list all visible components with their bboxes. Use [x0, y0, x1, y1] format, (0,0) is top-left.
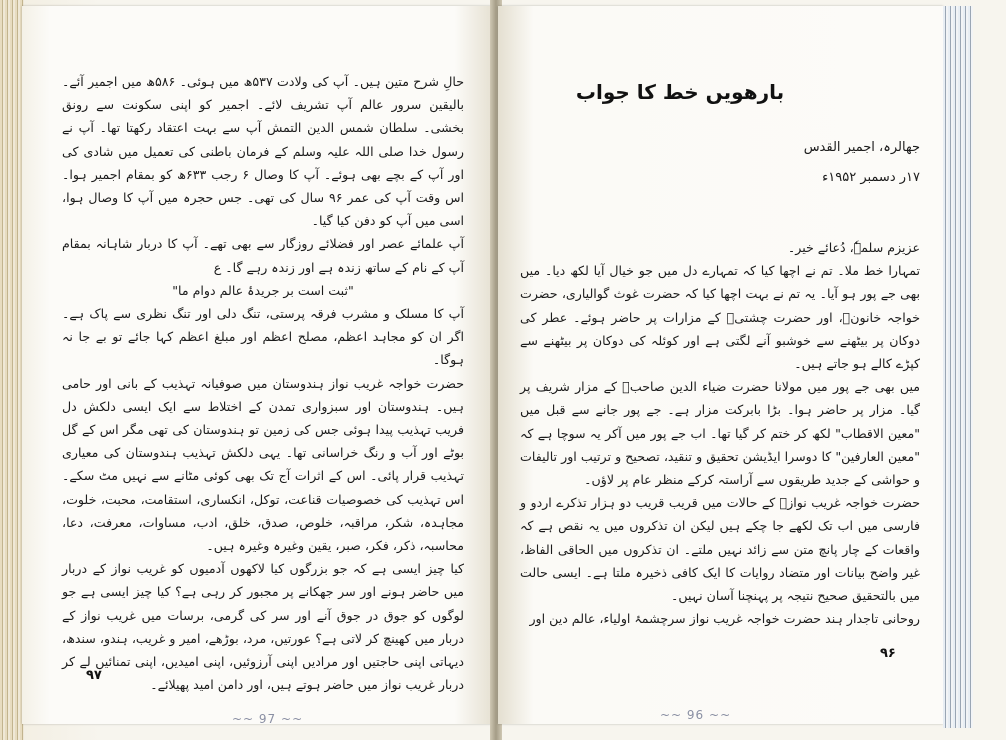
left-page-stamp: ~~ 97 ~~ — [232, 712, 304, 726]
right-page-number: ۹۶ — [880, 646, 896, 661]
left-page-number: ۹۷ — [86, 668, 102, 683]
left-verse: "ثبت است بر جریدۂ عالم دوام ما" — [172, 282, 354, 298]
right-page-body — [520, 236, 920, 630]
right-paragraph-2: میں بھی جے پور میں مولانا حضرت ضیاء الدین صاحبؒ کے مزار شریف پر گیا۔ مزار پر حاضر ہوا۔ بڑا بابرکت مزار ہے۔ جے پور جانے سے قبل میں "معین الاقطاب" لکھ کر ختم کر گیا تھا۔ اب جے پور میں آکر یہ سوچا ہے کہ "معین العارفین" کا دوسرا ایڈیشن تحقیق و تنقید، تصحیح و ترتیب اور تالیفات و حواشی کے جدید طریقوں سے آراستہ کرکے منظر عام پر لاؤں۔ — [520, 379, 920, 488]
right-paragraph-3: حضرت خواجہ غریب نوازؒ کے حالات میں قریب قریب دو ہزار تذکرے اردو و فارسی میں اب تک لکھے جا چکے ہیں لیکن ان تذکروں میں یہ نقص ہے کہ واقعات کے چار پانچ متن سے زائد نہیں ملتے۔ ان تذکروں میں الحاقی الفاظ، غیر واضح بیانات اور متضاد روایات کا ایک کافی ذخیرہ ملتا ہے۔ ایسی حالت میں بالتحقیق صحیح نتیجہ پر پہنچنا آسان نہیں۔ — [520, 495, 920, 604]
chapter-title: بارھویں خط کا جواب — [575, 80, 785, 104]
right-salutation: عزیزم سلمہٗ، دُعائے خیر۔ — [787, 240, 920, 255]
left-page-edges — [0, 0, 24, 740]
left-paragraph-3: آپ کا مسلک و مشرب فرقہ پرستی، تنگ دلی اور تنگ نظری سے پاک ہے۔ اگر ان کو مجاہد اعظم، مصلح اعظم اور مبلغ اعظم کہا جائے تو بے جا نہ ہوگا۔ — [62, 306, 464, 368]
left-paragraph-2: آپ علمائے عصر اور فضلائے روزگار سے بھی تھے۔ آپ کا دربار شاہانہ بمقام آپ کے نام کے ساتھ زندہ ہے اور زندہ رہے گا۔ ع — [62, 236, 464, 275]
right-paragraph-4: روحانی تاجدار ہند حضرت خواجہ غریب نواز سرچشمۂ اولیاء، عالم دین اور — [529, 611, 920, 627]
left-paragraph-1: حالِ شرح متین ہیں۔ آپ کی ولادت ۵۳۷ھ میں ہوئی۔ ۵۸۶ھ میں اجمیر آئے۔ بالیقین سرور عالم آپ تشریف لائے۔ اجمیر کو اپنی سکونت سے رونق بخشی۔ سلطان شمس الدین التمش آپ سے بہت اعتقاد رکھتا تھا۔ آپ نے رسول خدا صلی اللہ علیہ وسلم کے فرمان باطنی کی تعمیل میں شادی کی اور آپ کے بچے بھی ہوئے۔ آپ کا وصال ۶ رجب ۶۳۳ھ کو بمقام اجمیر ہوا۔ اس وقت آپ کی عمر ۹۶ سال کی تھی۔ جس حجرہ میں آپ کا وصال ہوا، اسی میں آپ کو دفن کیا گیا۔ — [62, 74, 465, 229]
letter-date: ۱۷ر دسمبر ۱۹۵۲ء — [822, 170, 920, 185]
left-paragraph-5: کیا چیز ایسی ہے کہ جو بزرگوں کیا لاکھوں آدمیوں کو غریب نواز کے دربار میں حاضر ہونے اور سر جھکانے پر مجبور کر رہی ہے؟ کیا چیز ایسی ہے جو لوگوں کو جوق در جوق آنے اور سر کی گرمی، برسات میں غریب نواز کے دربار میں کھینچ کر لاتی ہے؟ عورتیں، مرد، بوڑھے، امیر و غریب، ہندو، سندھ، دیہاتی اپنی حاجتیں اور مرادیں اپنی آرزوئیں، اپنی امیدیں، اپنی تمنائیں لے کر دربار غریب نواز میں حاضر ہوتے ہیں، اور دامن امید پھیلائے۔ — [62, 561, 464, 693]
right-paragraph-1: تمہارا خط ملا۔ تم نے اچھا کیا کہ تمہارے دل میں جو خیال آیا لکھ دیا۔ میں بھی جے پور ہو آیا۔ یہ تم نے بہت اچھا کیا کہ حضرت غوث گوالیاری، حضرت خواجہ خانونؒ، اور حضرت چشتیؒ کے مزارات پر حاضر ہوئے۔ عطر کی دوکان پر بیٹھنے سے خوشبو آنے لگتی ہے اور کوئلہ کی دوکان پر بیٹھنے سے کپڑے کالے ہو جاتے ہیں۔ — [520, 263, 920, 372]
right-page-edges — [943, 6, 973, 728]
letter-place: جھالرہ، اجمیر القدس — [803, 140, 920, 155]
left-page-body — [62, 70, 464, 696]
right-page-stamp: ~~ 96 ~~ — [660, 708, 732, 722]
left-paragraph-4: حضرت خواجہ غریب نواز ہندوستان میں صوفیانہ تہذیب کے بانی اور حامی ہیں۔ ہندوستان اور سبزواری تمدن کے اختلاط سے ایک ایسی دلکش دل فریب تہذیب پیدا ہوئی جس کی زمین تو ہندوستان کی تھی مگر اس کے گل بوٹے اور آب و رنگ خراسانی تھا۔ یہی دلکش تہذیب ہندوستان کی معیاری تہذیب قرار پائی۔ اس کے اثرات آج تک بھی کوئی مٹانے سے نہیں مٹ سکے۔ اس تہذیب کی خصوصیات قناعت، توکل، انکساری، استقامت، محبت، خلوت، مجاہدہ، شکر، مراقبہ، خلوص، صدق، خلق، ادب، مساوات، معرفت، دعا، محاسبہ، ذکر، فکر، صبر، یقین وغیرہ وغیرہ ہیں۔ — [62, 375, 464, 554]
